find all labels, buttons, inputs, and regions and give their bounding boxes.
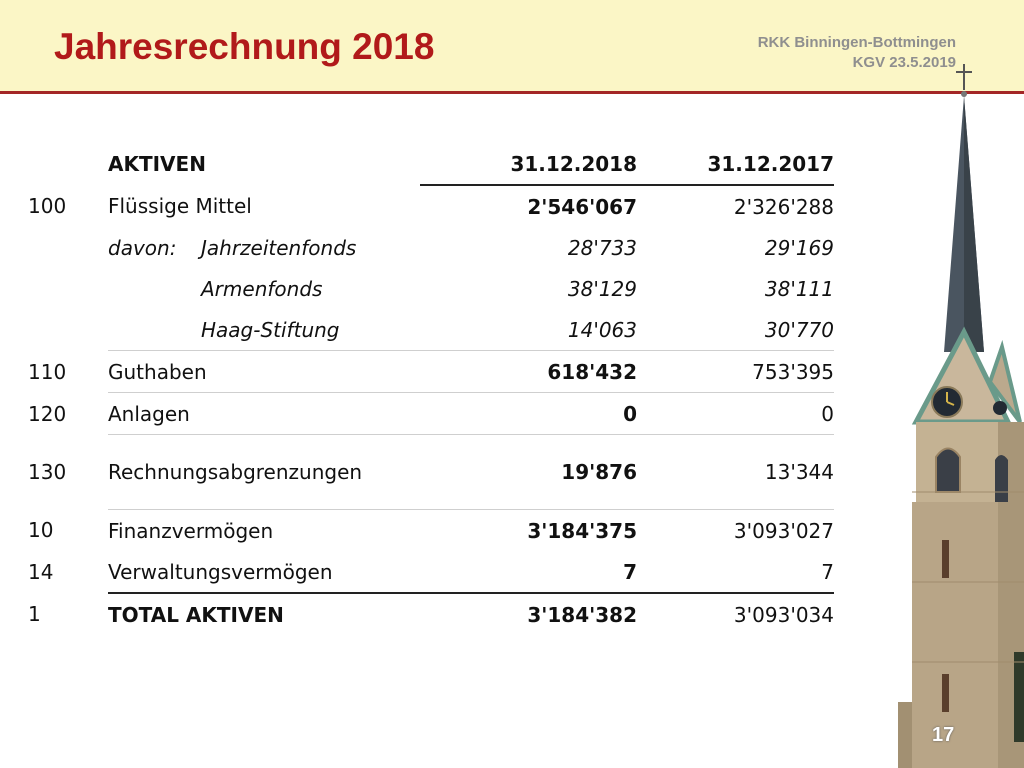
value-2018: 28'733	[567, 235, 637, 260]
sub-account-name: Jahrzeitenfonds	[201, 235, 357, 260]
account-label	[108, 227, 420, 268]
value-2018: 19'876	[420, 435, 637, 510]
table-row	[28, 227, 834, 268]
value-2018: 3'184'382	[420, 593, 637, 635]
value-2017: 3'093'027	[733, 518, 834, 543]
account-number: 110	[28, 359, 67, 384]
header-acct-cell	[28, 143, 108, 185]
account-label: Rechnungsabgrenzungen	[108, 435, 420, 510]
account-number: 14	[28, 560, 54, 584]
value-2017: 7	[821, 559, 834, 584]
account-number	[28, 268, 108, 309]
value-2017: 29'169	[764, 235, 834, 260]
value-2018: 14'063	[420, 309, 637, 351]
value-2017: 38'111	[764, 276, 834, 301]
header-col-2018: 31.12.2018	[420, 143, 637, 185]
value-2018: 3'184'375	[527, 518, 637, 543]
total-row	[28, 593, 834, 635]
account-label: Anlagen	[108, 393, 420, 435]
account-label	[108, 268, 420, 309]
balance-sheet-table	[28, 143, 834, 635]
table-header-row	[28, 143, 834, 185]
value-2017: 753'395	[637, 351, 834, 393]
slide-title: Jahresrechnung 2018	[54, 26, 435, 67]
table-row	[28, 268, 834, 309]
account-label: Finanzvermögen	[108, 518, 274, 543]
table-row	[28, 551, 834, 593]
value-2018: 618'432	[420, 351, 637, 393]
value-2017: 0	[637, 393, 834, 435]
header-col-2017: 31.12.2017	[637, 143, 834, 185]
page-number: 17	[932, 724, 955, 746]
value-2018: 2'546'067	[527, 194, 637, 219]
account-number: 10	[28, 518, 54, 543]
value-2018: 7	[623, 559, 637, 584]
value-2017: 3'093'034	[637, 593, 834, 635]
account-label: Guthaben	[108, 351, 420, 393]
account-number: 130	[28, 460, 67, 484]
account-label	[108, 309, 420, 351]
value-2018: 0	[420, 393, 637, 435]
table-row	[28, 435, 834, 510]
sub-account-name: Armenfonds	[201, 276, 323, 301]
organization-name: RKK Binningen-Bottmingen	[757, 34, 956, 51]
table-row	[28, 351, 834, 393]
sub-account-name: Haag-Stiftung	[201, 317, 340, 342]
account-number	[28, 309, 108, 351]
table-row	[28, 185, 834, 227]
church-tower-image	[898, 62, 1024, 768]
value-2017: 30'770	[637, 309, 834, 351]
account-label: TOTAL AKTIVEN	[108, 593, 420, 635]
account-label: Verwaltungsvermögen	[108, 559, 333, 584]
meeting-date: KGV 23.5.2019	[852, 54, 956, 71]
account-number: 100	[28, 194, 67, 218]
account-number	[28, 227, 108, 268]
account-number: 1	[28, 602, 41, 626]
header-label: AKTIVEN	[108, 152, 206, 176]
table-row	[28, 309, 834, 351]
table-row	[28, 510, 834, 552]
value-2018: 38'129	[567, 276, 637, 301]
account-number: 120	[28, 401, 67, 426]
value-2017: 13'344	[637, 435, 834, 510]
value-2017: 2'326'288	[733, 194, 834, 219]
header-divider	[0, 91, 1024, 94]
account-label: Flüssige Mittel	[108, 194, 252, 218]
sub-prefix: davon:	[108, 235, 177, 260]
table-row	[28, 393, 834, 435]
